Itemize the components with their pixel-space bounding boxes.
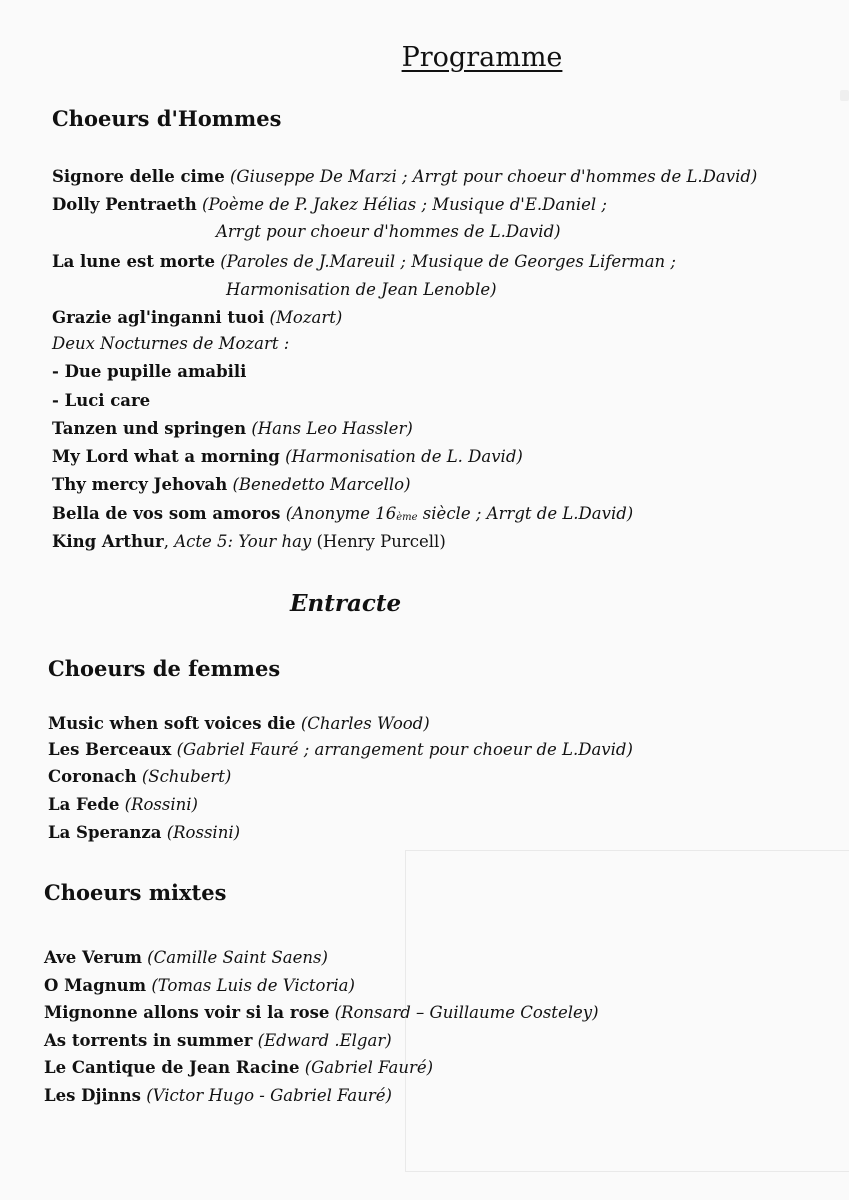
work-credit: (Schubert) [141, 767, 232, 786]
work-credit: Acte 5: Your hay [168, 532, 312, 551]
ghost-line-decoration [840, 90, 849, 101]
list-item [52, 391, 150, 411]
work-title: La lune est morte [52, 252, 215, 271]
work-credit: (Benedetto Marcello) [232, 475, 411, 494]
work-title: Mignonne allons voir si la rose [44, 1003, 330, 1022]
superscript-ordinal: ème [396, 512, 418, 523]
work-credit: (Gabriel Fauré ; arrangement pour choeur de L.David) [176, 740, 633, 759]
work-credit: (Paroles de J.Mareuil ; Musique de Georges Liferman ; [220, 252, 676, 271]
work-credit: (Anonyme 16 [285, 504, 397, 523]
work-credit: (Ronsard – Guillaume Costeley) [334, 1003, 599, 1022]
work-credit: (Giuseppe De Marzi ; Arrgt pour choeur d'hommes de L.David) [230, 167, 758, 186]
work-title: Ave Verum [44, 948, 142, 967]
work-title: - Due pupille amabili [52, 362, 247, 381]
list-item [52, 362, 246, 382]
work-title: King Arthur [52, 532, 164, 551]
list-item [48, 714, 430, 734]
list-item [52, 167, 757, 187]
work-credit-continued: Harmonisation de Jean Lenoble) [226, 280, 497, 299]
work-separator: , [163, 532, 169, 551]
work-title: As torrents in summer [44, 1031, 253, 1050]
section-heading-hommes: Choeurs d'Hommes [52, 106, 282, 131]
work-title: Coronach [48, 767, 137, 786]
work-credit: (Hans Leo Hassler) [251, 419, 413, 438]
list-item-continuation [226, 280, 497, 300]
list-item [48, 795, 198, 815]
list-item-continuation [216, 222, 561, 242]
work-credit: (Rossini) [166, 823, 241, 842]
work-credit: (Camille Saint Saens) [147, 948, 328, 967]
work-credit: (Tomas Luis de Victoria) [151, 976, 355, 995]
work-title: Thy mercy Jehovah [52, 475, 228, 494]
work-note: Deux Nocturnes de Mozart : [52, 334, 290, 353]
list-item [52, 308, 342, 328]
work-credit: (Poème de P. Jakez Hélias ; Musique d'E.Daniel ; [202, 195, 607, 214]
list-item [44, 976, 355, 996]
list-item [48, 767, 231, 787]
work-credit: (Rossini) [124, 795, 198, 814]
work-credit: (Edward .Elgar) [257, 1031, 392, 1050]
list-item [52, 475, 411, 495]
work-credit: (Victor Hugo - Gabriel Fauré) [146, 1086, 392, 1105]
section-heading-mixtes: Choeurs mixtes [44, 880, 227, 905]
work-credit: (Charles Wood) [300, 714, 430, 733]
list-item [52, 447, 523, 467]
work-credit: (Gabriel Fauré) [304, 1058, 434, 1077]
work-title: Tanzen und springen [52, 419, 247, 438]
work-title: Music when soft voices die [48, 714, 296, 733]
work-credit-continued: Arrgt pour choeur d'hommes de L.David) [216, 222, 561, 241]
work-title: - Luci care [52, 391, 151, 410]
list-item [44, 948, 328, 968]
list-item [48, 740, 633, 760]
work-title: Grazie agl'inganni tuoi [52, 308, 265, 327]
work-title: Les Djinns [44, 1086, 141, 1105]
work-title: La Fede [48, 795, 120, 814]
list-item [52, 532, 446, 552]
work-title: Les Berceaux [48, 740, 172, 759]
section-heading-femmes: Choeurs de femmes [48, 656, 281, 681]
work-title: Bella de vos som amoros [52, 504, 281, 523]
work-title: Le Cantique de Jean Racine [44, 1058, 300, 1077]
list-item [52, 195, 607, 215]
work-title: Signore delle cime [52, 167, 225, 186]
work-title: Dolly Pentraeth [52, 195, 197, 214]
list-item [52, 419, 413, 439]
list-item [44, 1058, 433, 1078]
work-title: O Magnum [44, 976, 147, 995]
work-credit-tail: siècle ; Arrgt de L.David) [417, 504, 634, 523]
work-credit: (Harmonisation de L. David) [285, 447, 523, 466]
list-item [48, 823, 240, 843]
entracte-heading: Entracte [290, 590, 402, 617]
list-item [52, 504, 633, 524]
work-credit: (Mozart) [269, 308, 343, 327]
list-item [44, 1031, 392, 1051]
work-credit-tail: (Henry Purcell) [311, 532, 446, 551]
work-title: My Lord what a morning [52, 447, 280, 466]
list-item [44, 1086, 392, 1106]
list-item [52, 252, 676, 272]
list-item-note [52, 334, 289, 354]
work-title: La Speranza [48, 823, 162, 842]
page-title: Programme [401, 42, 563, 73]
list-item [44, 1003, 599, 1023]
